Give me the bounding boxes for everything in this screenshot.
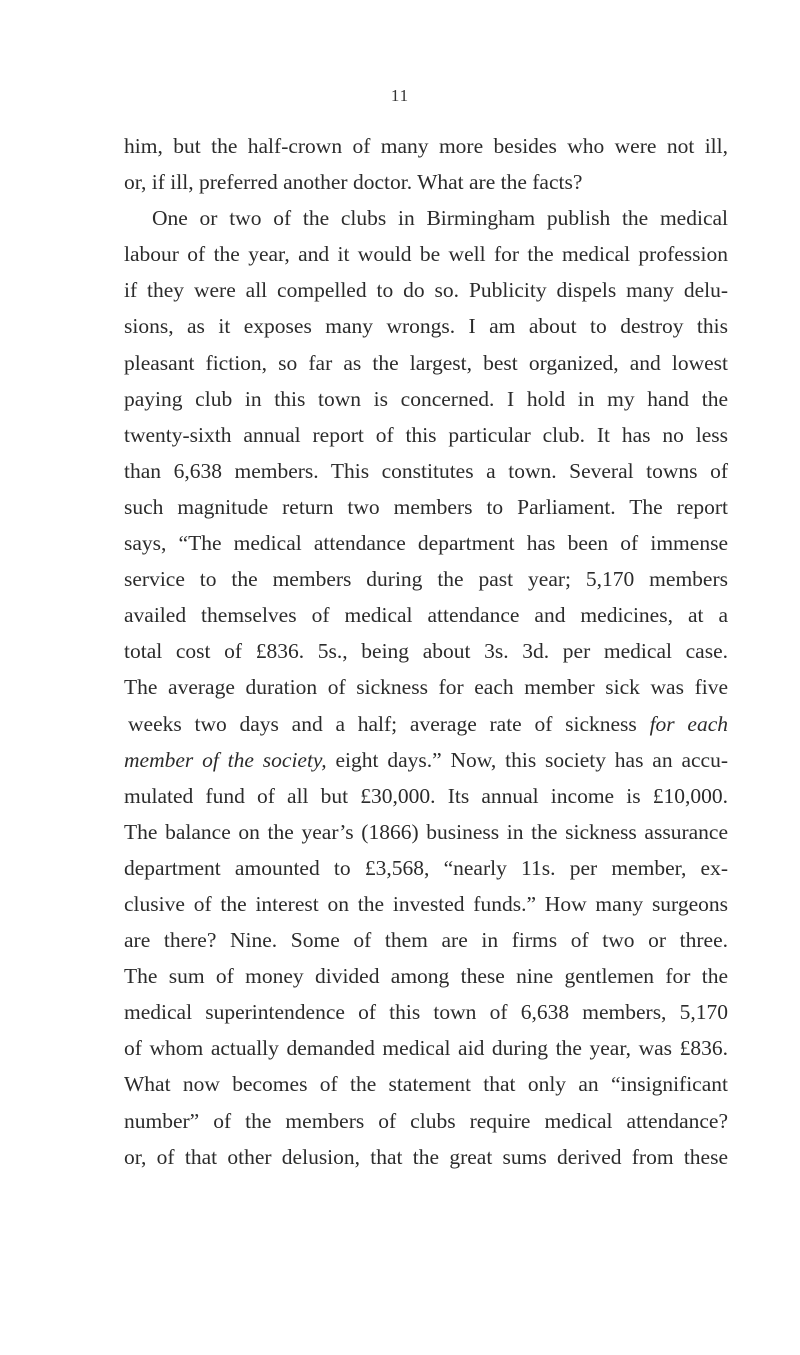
text-line — [124, 525, 728, 561]
text-segment: number” of the members of clubs require medical attendance? — [124, 1108, 728, 1133]
page-number: 11 — [390, 86, 410, 105]
text-segment: or, of that other delusion, that the great sums derived from these — [124, 1144, 728, 1169]
text-segment: medical superintendence of this town of 6,638 members, 5,170 — [124, 1000, 728, 1025]
text-line — [124, 236, 728, 272]
text-line — [124, 345, 728, 381]
text-line — [124, 272, 728, 308]
text-segment: The balance on the year’s (1866) business in the sickness assurance — [124, 819, 728, 844]
text-segment: The average duration of sickness for each member sick was five — [124, 675, 728, 700]
text-segment: sions, as it exposes many wrongs. I am about to destroy this — [124, 314, 728, 339]
text-line — [124, 597, 728, 633]
text-line — [124, 1139, 728, 1175]
text-line — [124, 994, 728, 1030]
text-line — [124, 706, 728, 742]
text-segment: weeks two days and a half; average rate of sickness — [128, 711, 650, 736]
text-segment: The sum of money divided among these nine gentlemen for the — [124, 964, 728, 989]
text-segment: eight days.” Now, this society has an accu- — [326, 747, 728, 772]
text-line — [124, 1103, 728, 1139]
body-text — [124, 128, 728, 1175]
text-line — [124, 417, 728, 453]
text-line — [124, 200, 728, 236]
text-line — [124, 742, 728, 778]
text-line — [124, 489, 728, 525]
text-segment: if they were all compelled to do so. Publicity dispels many delu- — [124, 278, 728, 303]
text-line — [124, 850, 728, 886]
text-line — [124, 886, 728, 922]
text-segment: service to the members during the past year; 5,170 members — [124, 567, 728, 592]
text-line — [124, 308, 728, 344]
text-line — [124, 453, 728, 489]
text-segment: What now becomes of the statement that only an “insignificant — [124, 1072, 728, 1097]
italic-text: member of the society, — [124, 747, 327, 772]
text-line — [124, 958, 728, 994]
text-line — [124, 128, 728, 164]
text-line — [124, 814, 728, 850]
text-line — [124, 1030, 728, 1066]
text-line — [124, 164, 728, 200]
text-segment: twenty-sixth annual report of this particular club. It has no less — [124, 422, 728, 447]
text-line — [124, 922, 728, 958]
text-segment: department amounted to £3,568, “nearly 11s. per member, ex- — [124, 855, 728, 880]
text-segment: says, “The medical attendance department has been of immense — [124, 531, 728, 556]
text-line — [124, 561, 728, 597]
text-line — [124, 778, 728, 814]
text-line — [124, 633, 728, 669]
text-segment: paying club in this town is concerned. I hold in my hand the — [124, 386, 728, 411]
text-segment: labour of the year, and it would be well for the medical profession — [124, 242, 728, 267]
text-segment: than 6,638 members. This constitutes a town. Several towns of — [124, 458, 728, 483]
text-segment: clusive of the interest on the invested funds.” How many surgeons — [124, 891, 728, 916]
text-segment: availed themselves of medical attendance and medicines, at a — [124, 603, 728, 628]
text-line — [124, 669, 728, 705]
text-line — [124, 381, 728, 417]
text-segment: One or two of the clubs in Birmingham publish the medical — [152, 206, 728, 231]
text-segment: him, but the half-crown of many more besides who were not ill, — [124, 134, 728, 158]
text-segment: such magnitude return two members to Parliament. The report — [124, 494, 728, 519]
italic-text: for each — [649, 711, 728, 736]
text-segment: mulated fund of all but £30,000. Its annual income is £10,000. — [124, 783, 728, 808]
text-segment: pleasant fiction, so far as the largest, best organized, and lowest — [124, 350, 728, 375]
text-line — [124, 1066, 728, 1102]
text-segment: of whom actually demanded medical aid during the year, was £836. — [124, 1036, 728, 1061]
text-segment: are there? Nine. Some of them are in firms of two or three. — [124, 928, 728, 953]
text-segment: or, if ill, preferred another doctor. What are the facts? — [124, 170, 583, 195]
text-segment: total cost of £836. 5s., being about 3s. 3d. per medical case. — [124, 639, 728, 664]
